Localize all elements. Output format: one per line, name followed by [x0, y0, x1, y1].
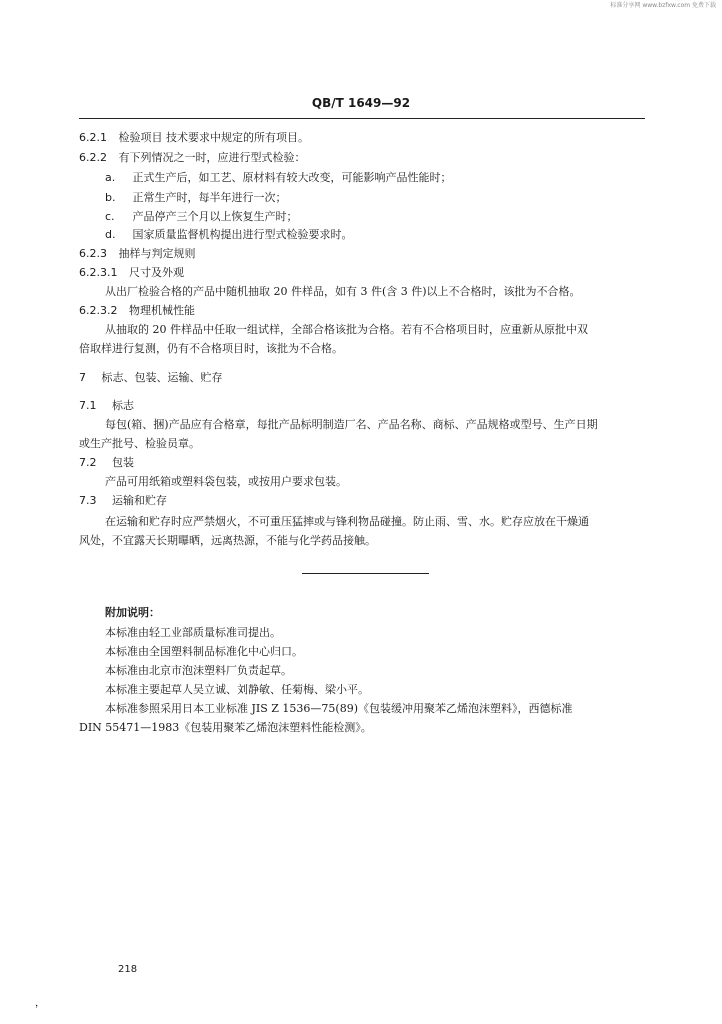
- clause-text: 标志: [112, 399, 134, 412]
- clause-text: 物理机械性能: [128, 304, 195, 317]
- list-item: [105, 210, 298, 223]
- header-rule: [79, 118, 645, 119]
- list-text: 正式生产后，如工艺、原材料有较大改变，可能影响产品性能时；: [132, 171, 452, 184]
- clause-number: 6.2.3.2: [79, 304, 118, 317]
- list-marker: c.: [105, 210, 115, 223]
- addendum-line: 本标准由全国塑料制品标准化中心归口。: [105, 645, 303, 658]
- clause-number: 7.1: [79, 399, 97, 412]
- clause-number: 6.2.3.1: [79, 266, 118, 279]
- clause-6-2-2: [79, 151, 306, 164]
- clause-6-2-1: [79, 131, 309, 144]
- page-number: 218: [118, 964, 138, 975]
- addendum-line: DIN 55471—1983《包装用聚苯乙烯泡沫塑料性能检测》。: [79, 721, 372, 734]
- paragraph-line: 从抽取的 20 件样品中任取一组试样，全部合格该批为合格。若有不合格项目时，应重新从原批中双: [105, 323, 588, 336]
- list-text: 产品停产三个月以上恢复生产时；: [132, 210, 298, 223]
- clause-number: 6.2.2: [79, 151, 107, 164]
- paragraph-line: 产品可用纸箱或塑料袋包装，或按用户要求包装。: [105, 475, 347, 488]
- standard-code-header: QB/T 1649—92: [311, 96, 411, 110]
- paragraph-line: 倍取样进行复测，仍有不合格项目时，该批为不合格。: [79, 342, 343, 355]
- paragraph-line: 从出厂检验合格的产品中随机抽取 20 件样品，如有 3 件(含 3 件)以上不合格时，该批为不合格。: [105, 285, 581, 298]
- list-item: [105, 171, 452, 184]
- addendum-title: 附加说明：: [105, 606, 160, 619]
- clause-6-2-3: [79, 247, 196, 260]
- list-marker: a.: [105, 171, 116, 184]
- chapter-title: 标志、包装、运输、贮存: [101, 371, 223, 384]
- list-item: [105, 191, 287, 204]
- clause-number: 6.2.3: [79, 247, 107, 260]
- end-rule: [302, 573, 429, 574]
- clause-text: 尺寸及外观: [128, 266, 184, 279]
- paragraph-line: 在运输和贮存时应严禁烟火，不可重压猛摔或与锋利物品碰撞。防止雨、雪、水。贮存应放在干燥通: [105, 515, 589, 528]
- chapter-number: 7: [79, 371, 86, 384]
- clause-7-1: [79, 399, 134, 412]
- clause-text: 运输和贮存: [112, 494, 167, 507]
- paragraph-line: 每包(箱、捆)产品应有合格章，每批产品标明制造厂名、产品名称、商标、产品规格或型号、生产日期: [105, 418, 598, 431]
- clause-text: 有下列情况之一时，应进行型式检验：: [118, 151, 306, 164]
- clause-6-2-3-1: [79, 266, 184, 279]
- watermark-text: 标准分享网 www.bzfxw.com 免费下载: [610, 2, 716, 9]
- paragraph-line: 或生产批号、检验员章。: [79, 437, 200, 450]
- chapter-7-heading: [79, 371, 223, 384]
- clause-7-2: [79, 456, 134, 469]
- list-marker: b.: [105, 191, 116, 204]
- clause-6-2-3-2: [79, 304, 195, 317]
- addendum-line: 本标准由轻工业部质量标准司提出。: [105, 626, 281, 639]
- clause-number: 7.2: [79, 456, 97, 469]
- clause-number: 6.2.1: [79, 131, 107, 144]
- clause-number: 7.3: [79, 494, 97, 507]
- addendum-line: 本标准由北京市泡沫塑料厂负责起草。: [105, 664, 292, 677]
- list-text: 正常生产时，每半年进行一次；: [132, 191, 287, 204]
- addendum-line: 本标准主要起草人吴立诚、刘静敏、任菊梅、梁小平。: [105, 683, 369, 696]
- list-text: 国家质量监督机构提出进行型式检验要求时。: [132, 228, 353, 241]
- clause-text: 包装: [112, 456, 134, 469]
- addendum-line: 本标准参照采用日本工业标准 JIS Z 1536—75(89)《包装缓冲用聚苯乙烯泡沫塑料》，西德标准: [105, 702, 573, 715]
- margin-mark: ，: [35, 998, 45, 1009]
- list-item: [105, 228, 353, 241]
- clause-7-3: [79, 494, 167, 507]
- clause-text: 检验项目 技术要求中规定的所有项目。: [118, 131, 309, 144]
- list-marker: d.: [105, 228, 116, 241]
- clause-text: 抽样与判定规则: [118, 247, 196, 260]
- paragraph-line: 风处，不宜露天长期曝晒，远离热源，不能与化学药品接触。: [79, 534, 376, 547]
